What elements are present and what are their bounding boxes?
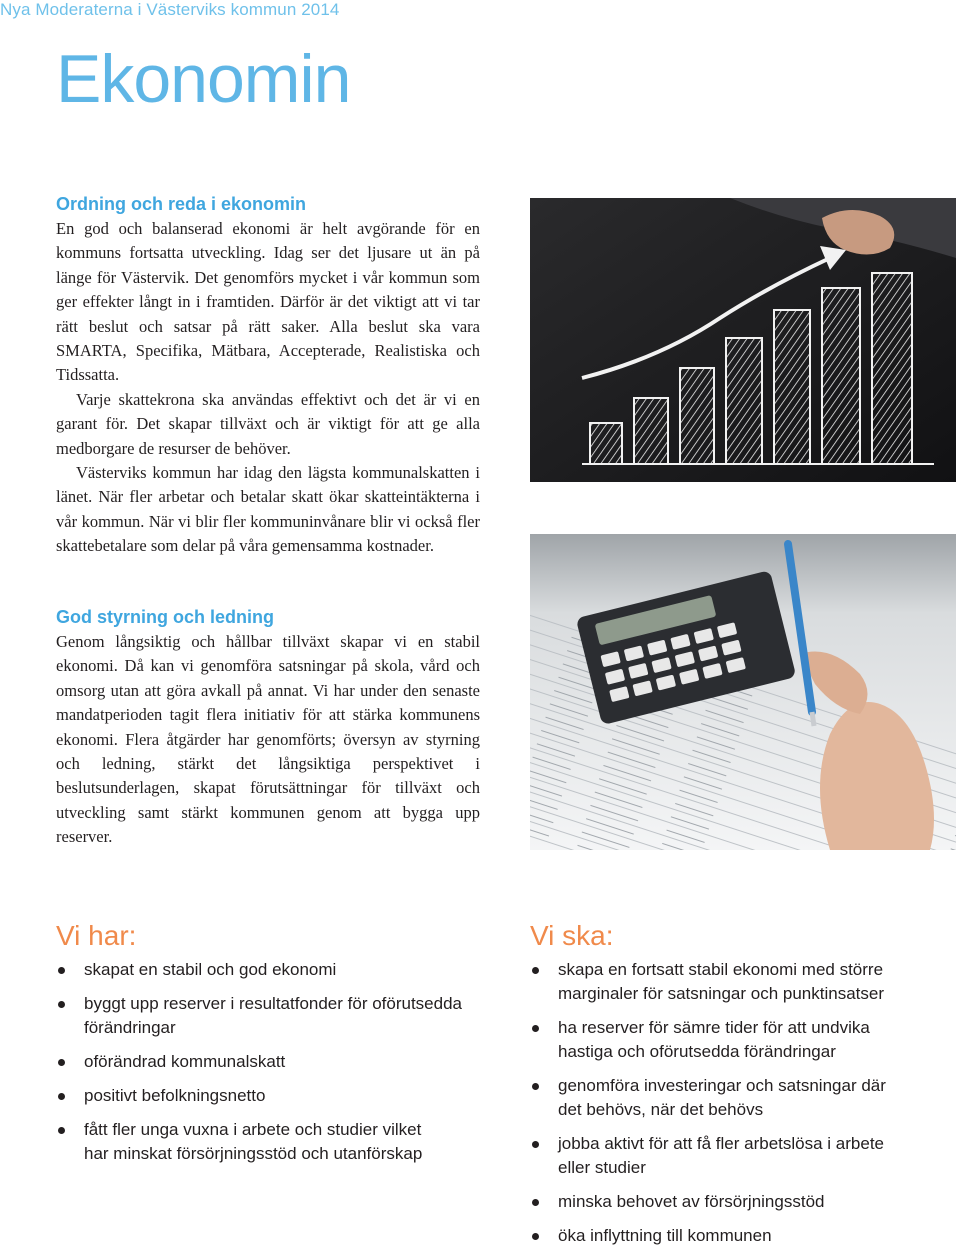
page-header: Nya Moderaterna i Västerviks kommun 2014 — [0, 0, 340, 19]
page-title: Ekonomin — [56, 41, 351, 117]
list-item: öka inflyttning till kommunen — [530, 1224, 950, 1248]
calculator-photo — [530, 534, 956, 850]
section-heading: God styrning och ledning — [56, 607, 274, 627]
bullet-list — [56, 958, 476, 1166]
list-heading: Vi ska: — [530, 920, 614, 951]
paragraph: Genom långsiktig och hållbar tillväxt skapar vi en stabil ekonomi. Då kan vi genomföra satsningar på skola, vård och omsorg utan att göra avkall på annat. Vi har under den senaste mandatperioden tagit flera initiativ för att stärka kommunens ekonomi. Flera åtgärder har genomförts; översyn av styrning och ledning, stärkt det långsiktiga perspektivet i beslutsunderlagen, skapat förutsättningar för tillväxt och utveckling samt stärkt kommunen genom att bygga upp reserver. — [56, 632, 480, 847]
list-item: positivt befolkningsnetto — [56, 1084, 476, 1108]
section-heading: Ordning och reda i ekonomin — [56, 194, 307, 214]
vi-har-list — [56, 920, 476, 1176]
bullet-list — [530, 958, 950, 1248]
list-item: jobba aktivt för att få fler arbetslösa i arbete eller studier — [530, 1132, 918, 1180]
vi-ska-list — [530, 920, 950, 1258]
list-item: ha reserver för sämre tider för att undvika hastiga och oförutsedda förändringar — [530, 1016, 898, 1064]
list-item: byggt upp reserver i resultatfonder för oförutsedda förändringar — [56, 992, 476, 1040]
list-item: genomföra investeringar och satsningar där det behövs, när det behövs — [530, 1074, 898, 1122]
list-item: oförändrad kommunalskatt — [56, 1050, 476, 1074]
list-item: minska behovet av försörjningsstöd — [530, 1190, 950, 1214]
list-item: skapat en stabil och god ekonomi — [56, 958, 476, 982]
list-heading: Vi har: — [56, 920, 137, 951]
paragraph: En god och balanserad ekonomi är helt avgörande för en kommuns fortsatta utveckling. Idag ser det ljusare ut än på länge för Västervik. Det genomförs mycket i vår kommun som ger effekter långt in i framtiden. Därför är det viktigt att vi tar rätt beslut och satsar på rätt saker. Alla beslut ska vara SMARTA, Specifika, Mätbara, Accepterade, Realistiska och Tidssatta. — [56, 219, 480, 385]
list-item: fått fler unga vuxna i arbete och studier vilket har minskat försörjningsstöd och utanförskap — [56, 1118, 444, 1166]
paragraph: Västerviks kommun har idag den lägsta kommunalskatten i länet. När fler arbetar och betalar skatt ökar skatteintäkterna i vår kommun. När vi blir fler kommuninvånare blir vi också fler skattebetalare som delar på våra gemensamma kostnader. — [56, 463, 480, 556]
section-ordning — [56, 194, 480, 559]
section-styrning — [56, 607, 480, 850]
chart-drawing-photo — [530, 198, 956, 482]
paragraph: Varje skattekrona ska användas effektivt och det är vi en garant för. Det skapar tillväxt och är viktigt för att ge alla medborgare de resurser de behöver. — [56, 389, 480, 458]
list-item: skapa en fortsatt stabil ekonomi med större marginaler för satsningar och punktinsatser — [530, 958, 918, 1006]
